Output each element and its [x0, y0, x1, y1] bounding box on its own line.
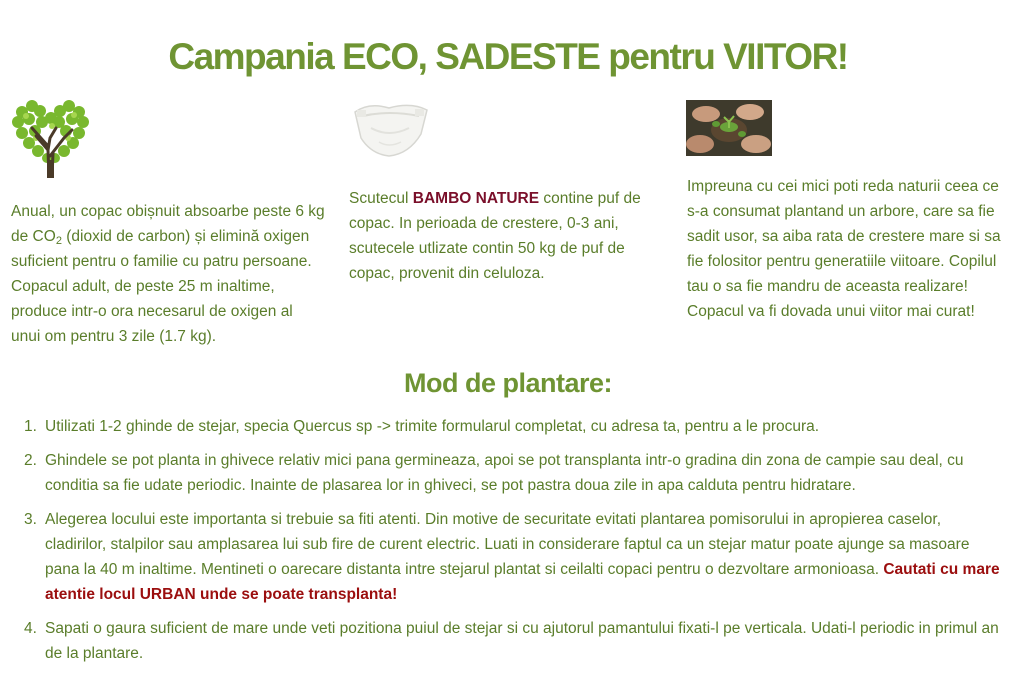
step-text: Utilizati 1-2 ghinde de stejar, specia Quercus sp -> trimite formularul completat, cu adresa ta, pentru a le procura.	[45, 418, 820, 435]
list-item	[24, 448, 1004, 498]
step-text: Alegerea locului este importanta si trebuie sa fiti atenti. Din motive de securitate evitati plantarea pomisorului in apropierea caselor, cladirilor, stalpilor sau amplasarea lui sub fire de curent electric. Luati in considerare faptul ca un stejar matur poate ajunge sa masoare pana la 40 m inaltime. Mentineti o oarecare distanta intre stejarul plantat si ceilalti copaci pentru o dezvoltare armonioasa.	[45, 511, 970, 578]
co2-text-part1: Anual, un copac obișnuit absoarbe peste 6 kg de CO	[11, 203, 325, 245]
list-item	[24, 507, 1004, 607]
step-number: 4.	[24, 620, 37, 637]
co2-paragraph	[11, 199, 326, 349]
planting-together-text: Impreuna cu cei mici poti reda naturii ceea ce s-a consumat plantand un arbore, care sa fie sadit usor, sa aiba rata de crestere mare si sa fie folositor pentru generatiile viitoare. Copilul tau o sa fie mandru de aceasta realizare! Copacul va fi dovada unui viitor mai curat!	[687, 178, 1001, 320]
list-item	[24, 414, 1004, 439]
step-text: Sapati o gaura suficient de mare unde veti pozitiona puiul de stejar si cu ajutorul pamantului fixati-l pe verticala. Udati-l periodic in primul an de la plantare.	[45, 620, 999, 662]
diaper-paragraph	[349, 186, 664, 286]
brand-name: BAMBO NATURE	[412, 190, 540, 207]
page-title: Campania ECO, SADESTE pentru VIITOR!	[168, 36, 848, 77]
step-text: Ghindele se pot planta in ghivece relativ mici pana germineaza, apoi se pot transplanta intr-o gradina din zona de campie sau deal, cu conditia sa fie udate periodic. Inainte de plasarea lor in ghiveci, se pot pastra doua zile in apa calduta pentru hidratare.	[45, 452, 964, 494]
co2-text-part2: (dioxid de carbon) și elimină oxigen suficient pentru o familie cu patru persoane. Copacul adult, de peste 25 m inaltime, produce intr-o ora necesarul de oxigen al unui om pentru 3 zile (1.7 kg).	[11, 228, 312, 345]
step-number: 3.	[24, 511, 37, 528]
step-number: 2.	[24, 452, 37, 469]
step-number: 1.	[24, 418, 37, 435]
list-item	[24, 616, 1004, 666]
co2-subscript: 2	[55, 235, 62, 247]
section-subtitle: Mod de plantare:	[403, 368, 612, 398]
hands-planting-photo	[686, 100, 772, 156]
urban-warning: Cautati cu mare atentie locul URBAN unde se poate transplanta!	[45, 561, 1000, 603]
diaper-text-part2: contine puf de copac. In perioada de crestere, 0-3 ani, scutecele utlizate contin 50 kg de puf de copac, provenit din celuloza.	[349, 190, 641, 282]
diaper-image	[349, 98, 431, 160]
diaper-text-part1: Scutecul	[349, 190, 413, 207]
heart-tree-image	[12, 98, 90, 178]
planting-steps-list	[24, 414, 1004, 675]
planting-together-paragraph	[687, 174, 1012, 324]
